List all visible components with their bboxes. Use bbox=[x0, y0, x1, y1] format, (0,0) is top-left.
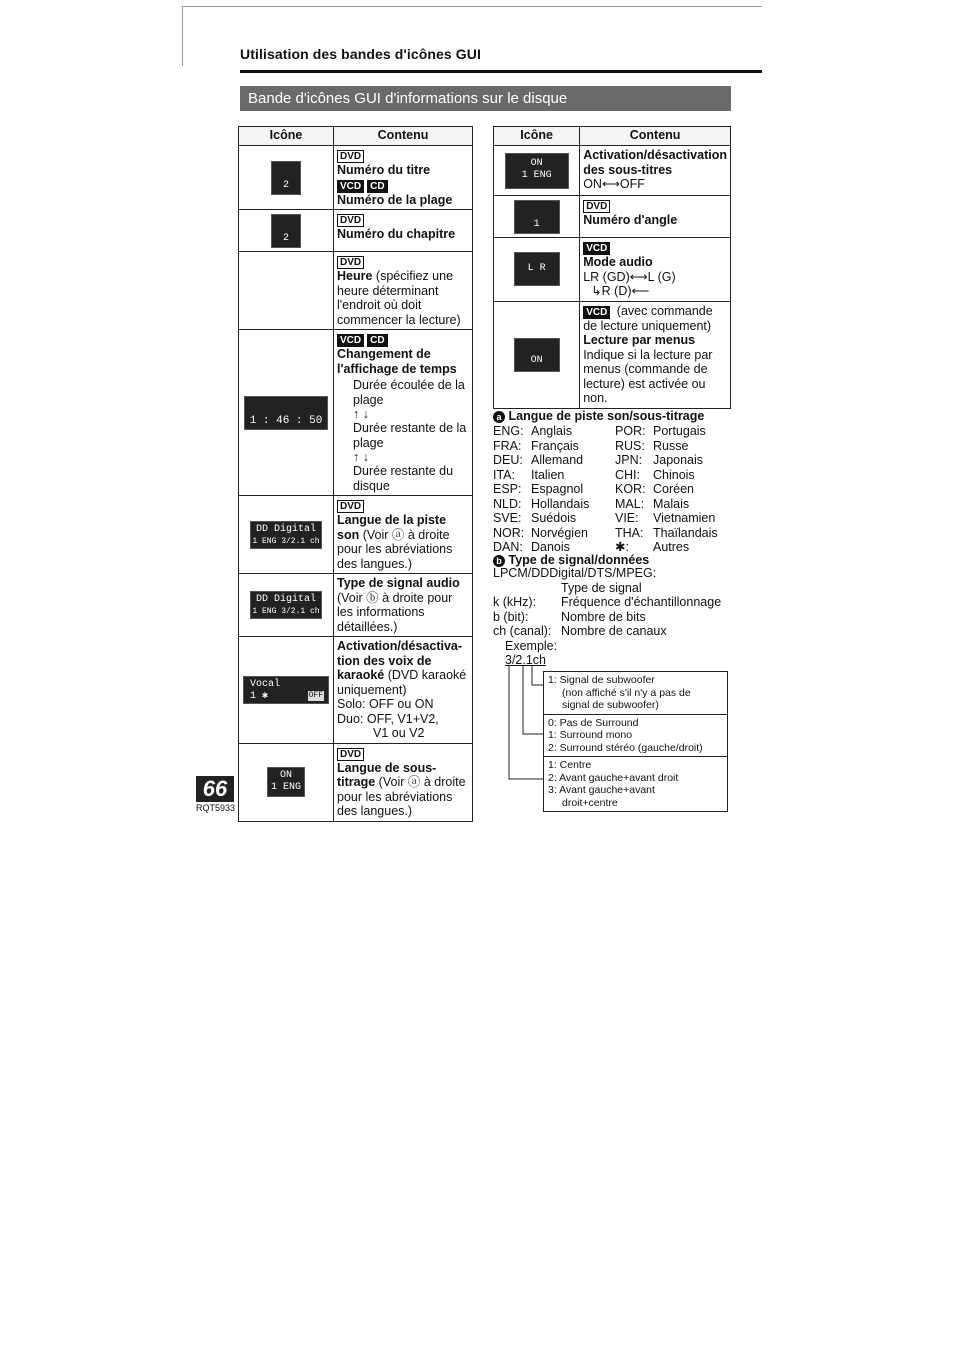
row-title: Changement de l'affichage de temps bbox=[337, 347, 457, 376]
list-item: ENG: Anglais bbox=[493, 424, 572, 438]
col-icon-header: Icône bbox=[239, 127, 334, 146]
row-desc: (Voir ⓐ à droite pour les abréviations des langues.) bbox=[337, 775, 466, 818]
row-title: Activation/désactiva-tion des voix de karaoké bbox=[337, 639, 463, 682]
left-rule bbox=[182, 6, 183, 66]
col-icon-header: Icône bbox=[494, 127, 580, 146]
list-item: NOR: Norvégien bbox=[493, 525, 588, 540]
time-mode-remaining-track: Durée restante de la plage bbox=[353, 421, 467, 450]
arrow-icon: ↑ ↓ bbox=[353, 450, 369, 464]
section-banner: Bande d'icônes GUI d'informations sur le disque bbox=[240, 86, 731, 111]
section-a-heading: a Langue de piste son/sous-titrage bbox=[493, 409, 704, 423]
list-item: VIE: Vietnamien bbox=[615, 511, 716, 525]
row-desc: (Voir ⓐ à droite pour les abréviations des langues.) bbox=[337, 527, 453, 571]
top-rule bbox=[182, 6, 762, 7]
duo-options-cont: V1 ou V2 bbox=[373, 726, 425, 740]
subtitle-toggle-icon: ON 1 ENG bbox=[505, 153, 569, 189]
row-title: Numéro du titre bbox=[337, 163, 431, 177]
list-item: Type de signal bbox=[561, 580, 642, 595]
row-title: Langue de la piste son bbox=[337, 513, 447, 542]
list-item: JPN: Japonais bbox=[615, 453, 704, 467]
chapter-number-icon: 2 bbox=[271, 214, 301, 248]
list-item: k (kHz): Fréquence d'échantillonnage bbox=[493, 595, 722, 609]
row-desc: (DVD karaoké uniquement) bbox=[337, 668, 467, 697]
duo-options: Duo: OFF, V1+V2, bbox=[337, 711, 439, 726]
list-item: MAL: Malais bbox=[615, 496, 690, 511]
list-item: RUS: Russe bbox=[615, 438, 689, 453]
list-item: ✱: Autres bbox=[615, 540, 690, 554]
angle-number-icon: 1 bbox=[514, 200, 560, 234]
example-value: 3/2.1ch bbox=[505, 653, 547, 667]
time-mode-remaining-disc: Durée restante du disque bbox=[353, 464, 454, 493]
list-item: NLD: Hollandais bbox=[493, 496, 590, 511]
playback-control-icon: ON bbox=[514, 338, 560, 372]
language-list-left bbox=[493, 424, 589, 555]
audio-mode-cycle: LR (GD)⟷L (G) bbox=[583, 269, 676, 284]
list-item: DEU: Allemand bbox=[493, 453, 584, 467]
list-item: POR: Portugais bbox=[615, 424, 706, 438]
vcd-badge: VCD bbox=[337, 180, 364, 193]
table-row bbox=[494, 301, 731, 408]
dvd-badge: DVD bbox=[337, 500, 364, 513]
list-item: ESP: Espagnol bbox=[493, 482, 584, 496]
vcd-badge: VCD bbox=[337, 334, 364, 347]
audio-mode-cycle-cont: ↳R (D)⟵ bbox=[591, 284, 650, 298]
audio-mode-icon: L R bbox=[514, 252, 560, 286]
list-item: THA: Thaïlandais bbox=[615, 525, 718, 540]
right-table bbox=[493, 126, 731, 409]
dvd-badge: DVD bbox=[583, 200, 610, 213]
table-row bbox=[239, 146, 473, 210]
title-underline bbox=[240, 70, 762, 73]
vcd-badge: VCD bbox=[583, 242, 610, 255]
list-item: CHI: Chinois bbox=[615, 467, 695, 482]
audio-signal-icon: DD Digital 1 ENG 3/2.1 ch bbox=[250, 591, 322, 619]
list-item: ITA: Italien bbox=[493, 467, 565, 482]
cd-badge: CD bbox=[367, 180, 387, 193]
subtitle-language-icon: ON 1 ENG bbox=[267, 767, 305, 797]
table-row bbox=[239, 330, 473, 496]
example-label: Exemple: bbox=[505, 638, 558, 653]
list-item: FRA: Français bbox=[493, 438, 579, 453]
row-title: Lecture par menus bbox=[583, 333, 696, 347]
front-group: 1: Centre 2: Avant gauche+avant droit 3: Avant gauche+avant droit+centre bbox=[548, 759, 679, 809]
col-content-header: Contenu bbox=[580, 127, 731, 146]
table-row bbox=[239, 743, 473, 821]
section-b-heading: b Type de signal/données bbox=[493, 553, 649, 567]
solo-options: Solo: OFF ou ON bbox=[337, 697, 434, 711]
row-title: Heure bbox=[337, 269, 373, 283]
language-list-right bbox=[615, 424, 718, 555]
row-title: Numéro du chapitre bbox=[337, 227, 456, 241]
dvd-badge: DVD bbox=[337, 256, 364, 269]
table-row bbox=[239, 496, 473, 574]
list-item: DAN: Danois bbox=[493, 540, 570, 554]
row-desc: (avec commande de lecture uniquement) bbox=[583, 303, 713, 333]
row-title: Numéro de la plage bbox=[337, 192, 453, 207]
dvd-badge: DVD bbox=[337, 214, 364, 227]
row-title: Activation/désactivation des sous-titres bbox=[583, 148, 727, 177]
audio-track-icon: DD Digital 1 ENG 3/2.1 ch bbox=[250, 521, 322, 549]
marker-a-icon: a bbox=[493, 411, 505, 423]
table-row bbox=[239, 574, 473, 637]
page-number: 66 bbox=[196, 776, 234, 802]
row-title: Langue de sous-titrage bbox=[337, 760, 437, 789]
table-row bbox=[494, 196, 731, 238]
karaoke-vocal-icon: Vocal 1 ✱ OFF bbox=[243, 676, 329, 704]
table-row bbox=[494, 238, 731, 302]
row-desc: (Voir ⓑ à droite pour les informations détaillées.) bbox=[337, 590, 453, 634]
page-title: Utilisation des bandes d'icônes GUI bbox=[240, 46, 481, 62]
row-desc: Indique si la lecture par menus (commande de lecture) est activée ou non. bbox=[583, 347, 713, 405]
vcd-badge: VCD bbox=[583, 306, 610, 319]
list-item: SVE: Suédois bbox=[493, 511, 577, 525]
subwoofer-group: 1: Signal de subwoofer (non affiché s'il n'y a pas de signal de subwoofer) bbox=[544, 672, 727, 715]
row-title: Type de signal audio bbox=[337, 576, 460, 590]
list-item: LPCM/DDDigital/DTS/MPEG: bbox=[493, 566, 657, 580]
dvd-badge: DVD bbox=[337, 748, 364, 761]
list-item: KOR: Coréen bbox=[615, 482, 694, 496]
list-item: ch (canal): Nombre de canaux bbox=[493, 624, 667, 638]
table-row bbox=[239, 637, 473, 744]
row-desc: (spécifiez une heure déterminant l'endroit où doit commencer la lecture) bbox=[337, 269, 461, 327]
row-title: Numéro d'angle bbox=[583, 213, 678, 227]
time-display-icon: 1 : 46 : 50 bbox=[244, 396, 328, 430]
table-row bbox=[239, 210, 473, 252]
table-row bbox=[494, 146, 731, 196]
document-code: RQT5933 bbox=[196, 803, 236, 813]
list-item: b (bit): Nombre de bits bbox=[493, 609, 646, 624]
row-title: Mode audio bbox=[583, 255, 653, 269]
marker-b-icon: b bbox=[493, 555, 505, 567]
dvd-badge: DVD bbox=[337, 150, 364, 163]
col-content-header: Contenu bbox=[334, 127, 473, 146]
signal-definitions bbox=[493, 566, 721, 668]
channel-breakdown-box bbox=[543, 671, 728, 812]
left-table bbox=[238, 126, 473, 822]
title-number-icon: 2 bbox=[271, 161, 301, 195]
time-mode-elapsed: Durée écoulée de la plage bbox=[353, 378, 465, 407]
surround-group: 0: Pas de Surround 1: Surround mono 2: Surround stéréo (gauche/droit) bbox=[544, 715, 727, 758]
row-desc: ON⟷OFF bbox=[583, 177, 645, 191]
table-row bbox=[239, 252, 473, 330]
arrow-icon: ↑ ↓ bbox=[353, 407, 369, 421]
example-connector-lines bbox=[505, 664, 545, 782]
cd-badge: CD bbox=[367, 334, 387, 347]
